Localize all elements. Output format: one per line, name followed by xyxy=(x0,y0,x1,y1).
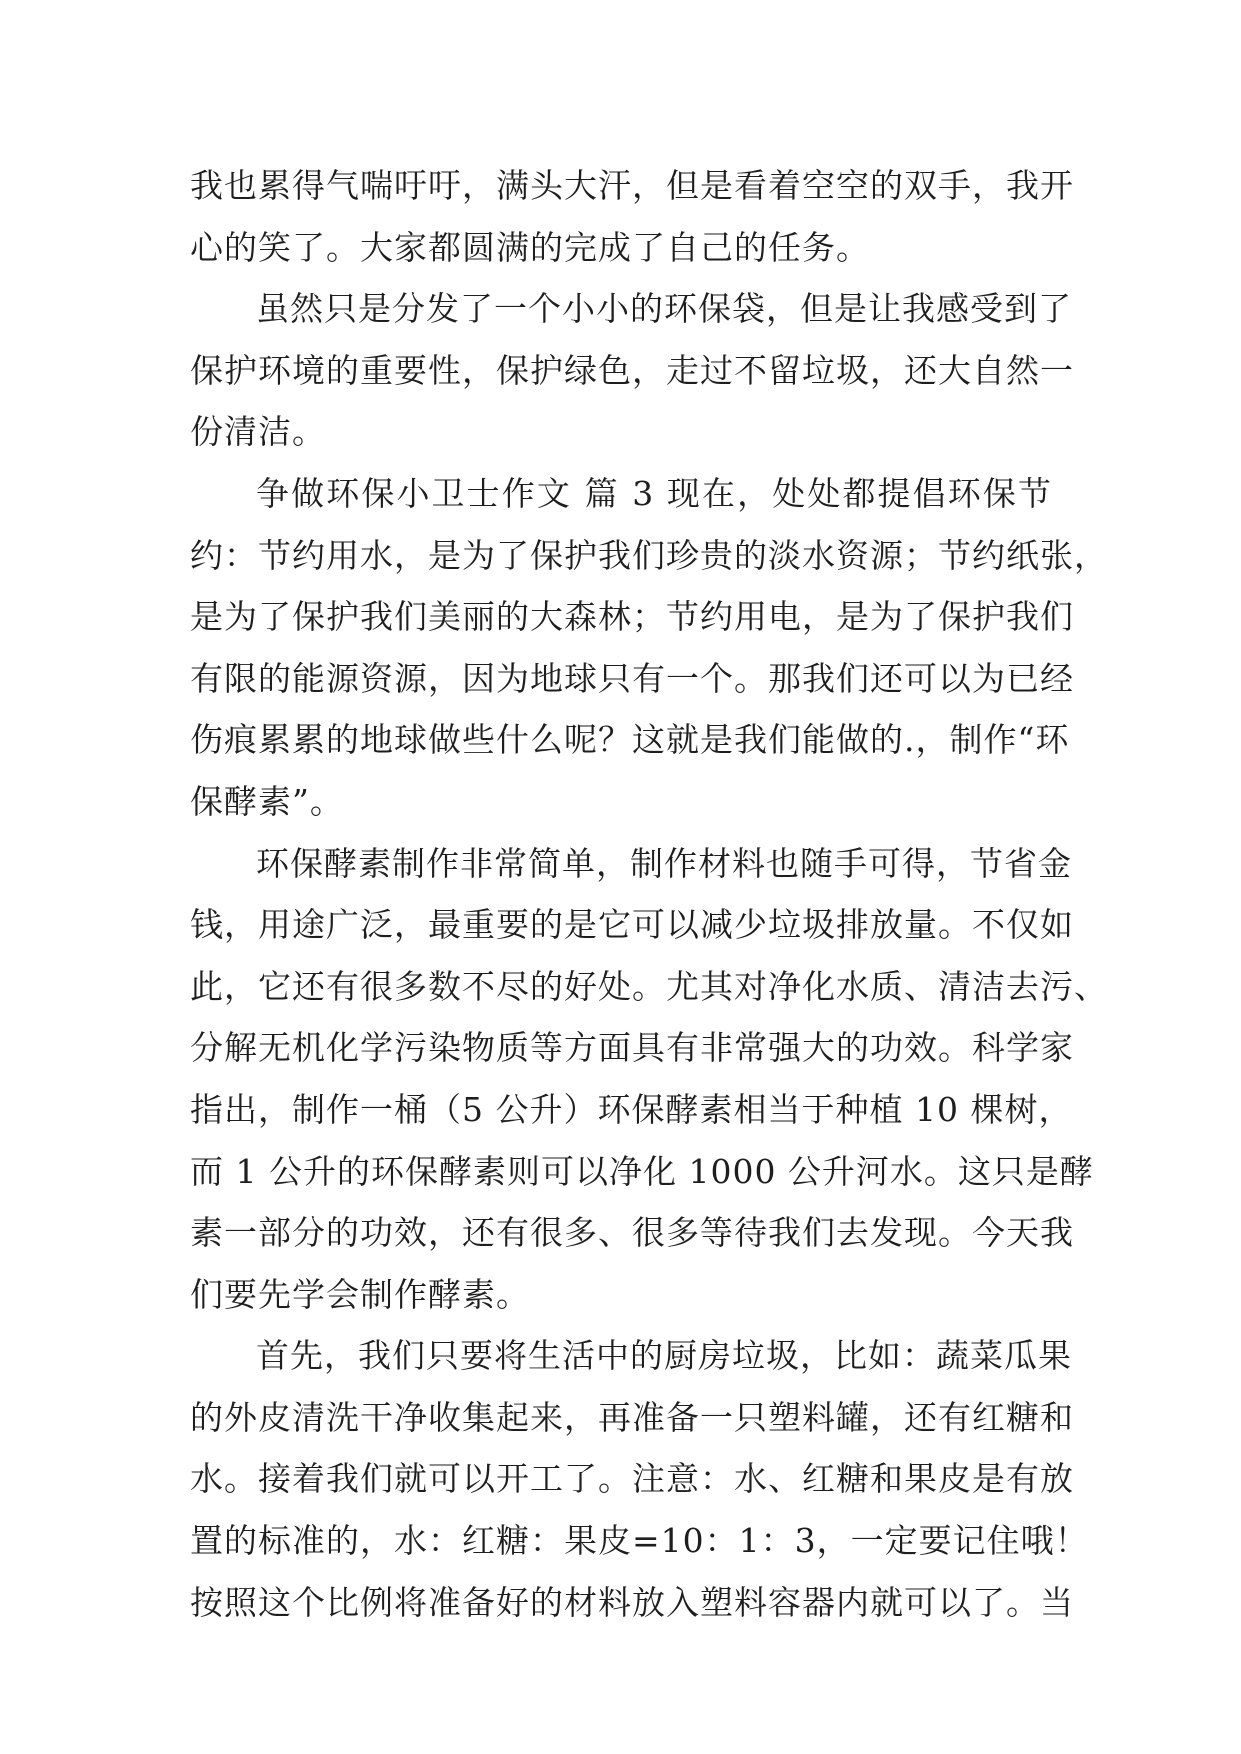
text-line: 保护环境的重要性，保护绿色，走过不留垃圾，还大自然一 xyxy=(190,350,1074,390)
text-line: 份清洁。 xyxy=(190,412,326,452)
essay-body xyxy=(190,155,1108,1633)
text-line: 们要先学会制作酵素。 xyxy=(190,1274,530,1314)
text-line: 按照这个比例将准备好的材料放入塑料容器内就可以了。当 xyxy=(190,1582,1074,1622)
text-line: 指出，制作一桶（5 公升）环保酵素相当于种植 10 棵树， xyxy=(190,1089,1073,1129)
paragraph-first-line: 首先，我们只要将生活中的厨房垃圾，比如：蔬菜瓜果 xyxy=(256,1336,1072,1376)
paragraph-first-line: 虽然只是分发了一个小小的环保袋，但是让我感受到了 xyxy=(256,289,1072,329)
text-line: 心的笑了。大家都圆满的完成了自己的任务。 xyxy=(190,227,870,267)
text-line: 是为了保护我们美丽的大森林；节约用电，是为了保护我们 xyxy=(190,597,1074,637)
text-line: 有限的能源资源，因为地球只有一个。那我们还可以为已经 xyxy=(190,658,1074,698)
text-line: 水。接着我们就可以开工了。注意：水、红糖和果皮是有放 xyxy=(190,1459,1074,1499)
section-heading-line: 争做环保小卫士作文 篇 3 现在，处处都提倡环保节 xyxy=(256,473,1052,513)
text-line: 保酵素”。 xyxy=(190,781,344,821)
text-line: 伤痕累累的地球做些什么呢？这就是我们能做的.，制作“环 xyxy=(190,720,1070,760)
text-line: 分解无机化学污染物质等方面具有非常强大的功效。科学家 xyxy=(190,1028,1074,1068)
text-line: 我也累得气喘吁吁，满头大汗，但是看着空空的双手，我开 xyxy=(190,166,1074,205)
text-line: 钱，用途广泛，最重要的是它可以减少垃圾排放量。不仅如 xyxy=(190,905,1074,945)
text-line: 此，它还有很多数不尽的好处。尤其对净化水质、清洁去污、 xyxy=(190,966,1108,1006)
text-line: 置的标准的，水：红糖：果皮=10：1：3，一定要记住哦！ xyxy=(190,1521,1089,1561)
text-line: 素一部分的功效，还有很多、很多等待我们去发现。今天我 xyxy=(190,1213,1074,1253)
text-line: 的外皮清洗干净收集起来，再准备一只塑料罐，还有红糖和 xyxy=(190,1397,1074,1437)
paragraph-first-line: 环保酵素制作非常简单，制作材料也随手可得，节省金 xyxy=(256,843,1072,883)
text-line: 约：节约用水，是为了保护我们珍贵的淡水资源；节约纸张， xyxy=(190,535,1108,575)
text-line: 而 1 公升的环保酵素则可以净化 1000 公升河水。这只是酵 xyxy=(190,1151,1094,1191)
